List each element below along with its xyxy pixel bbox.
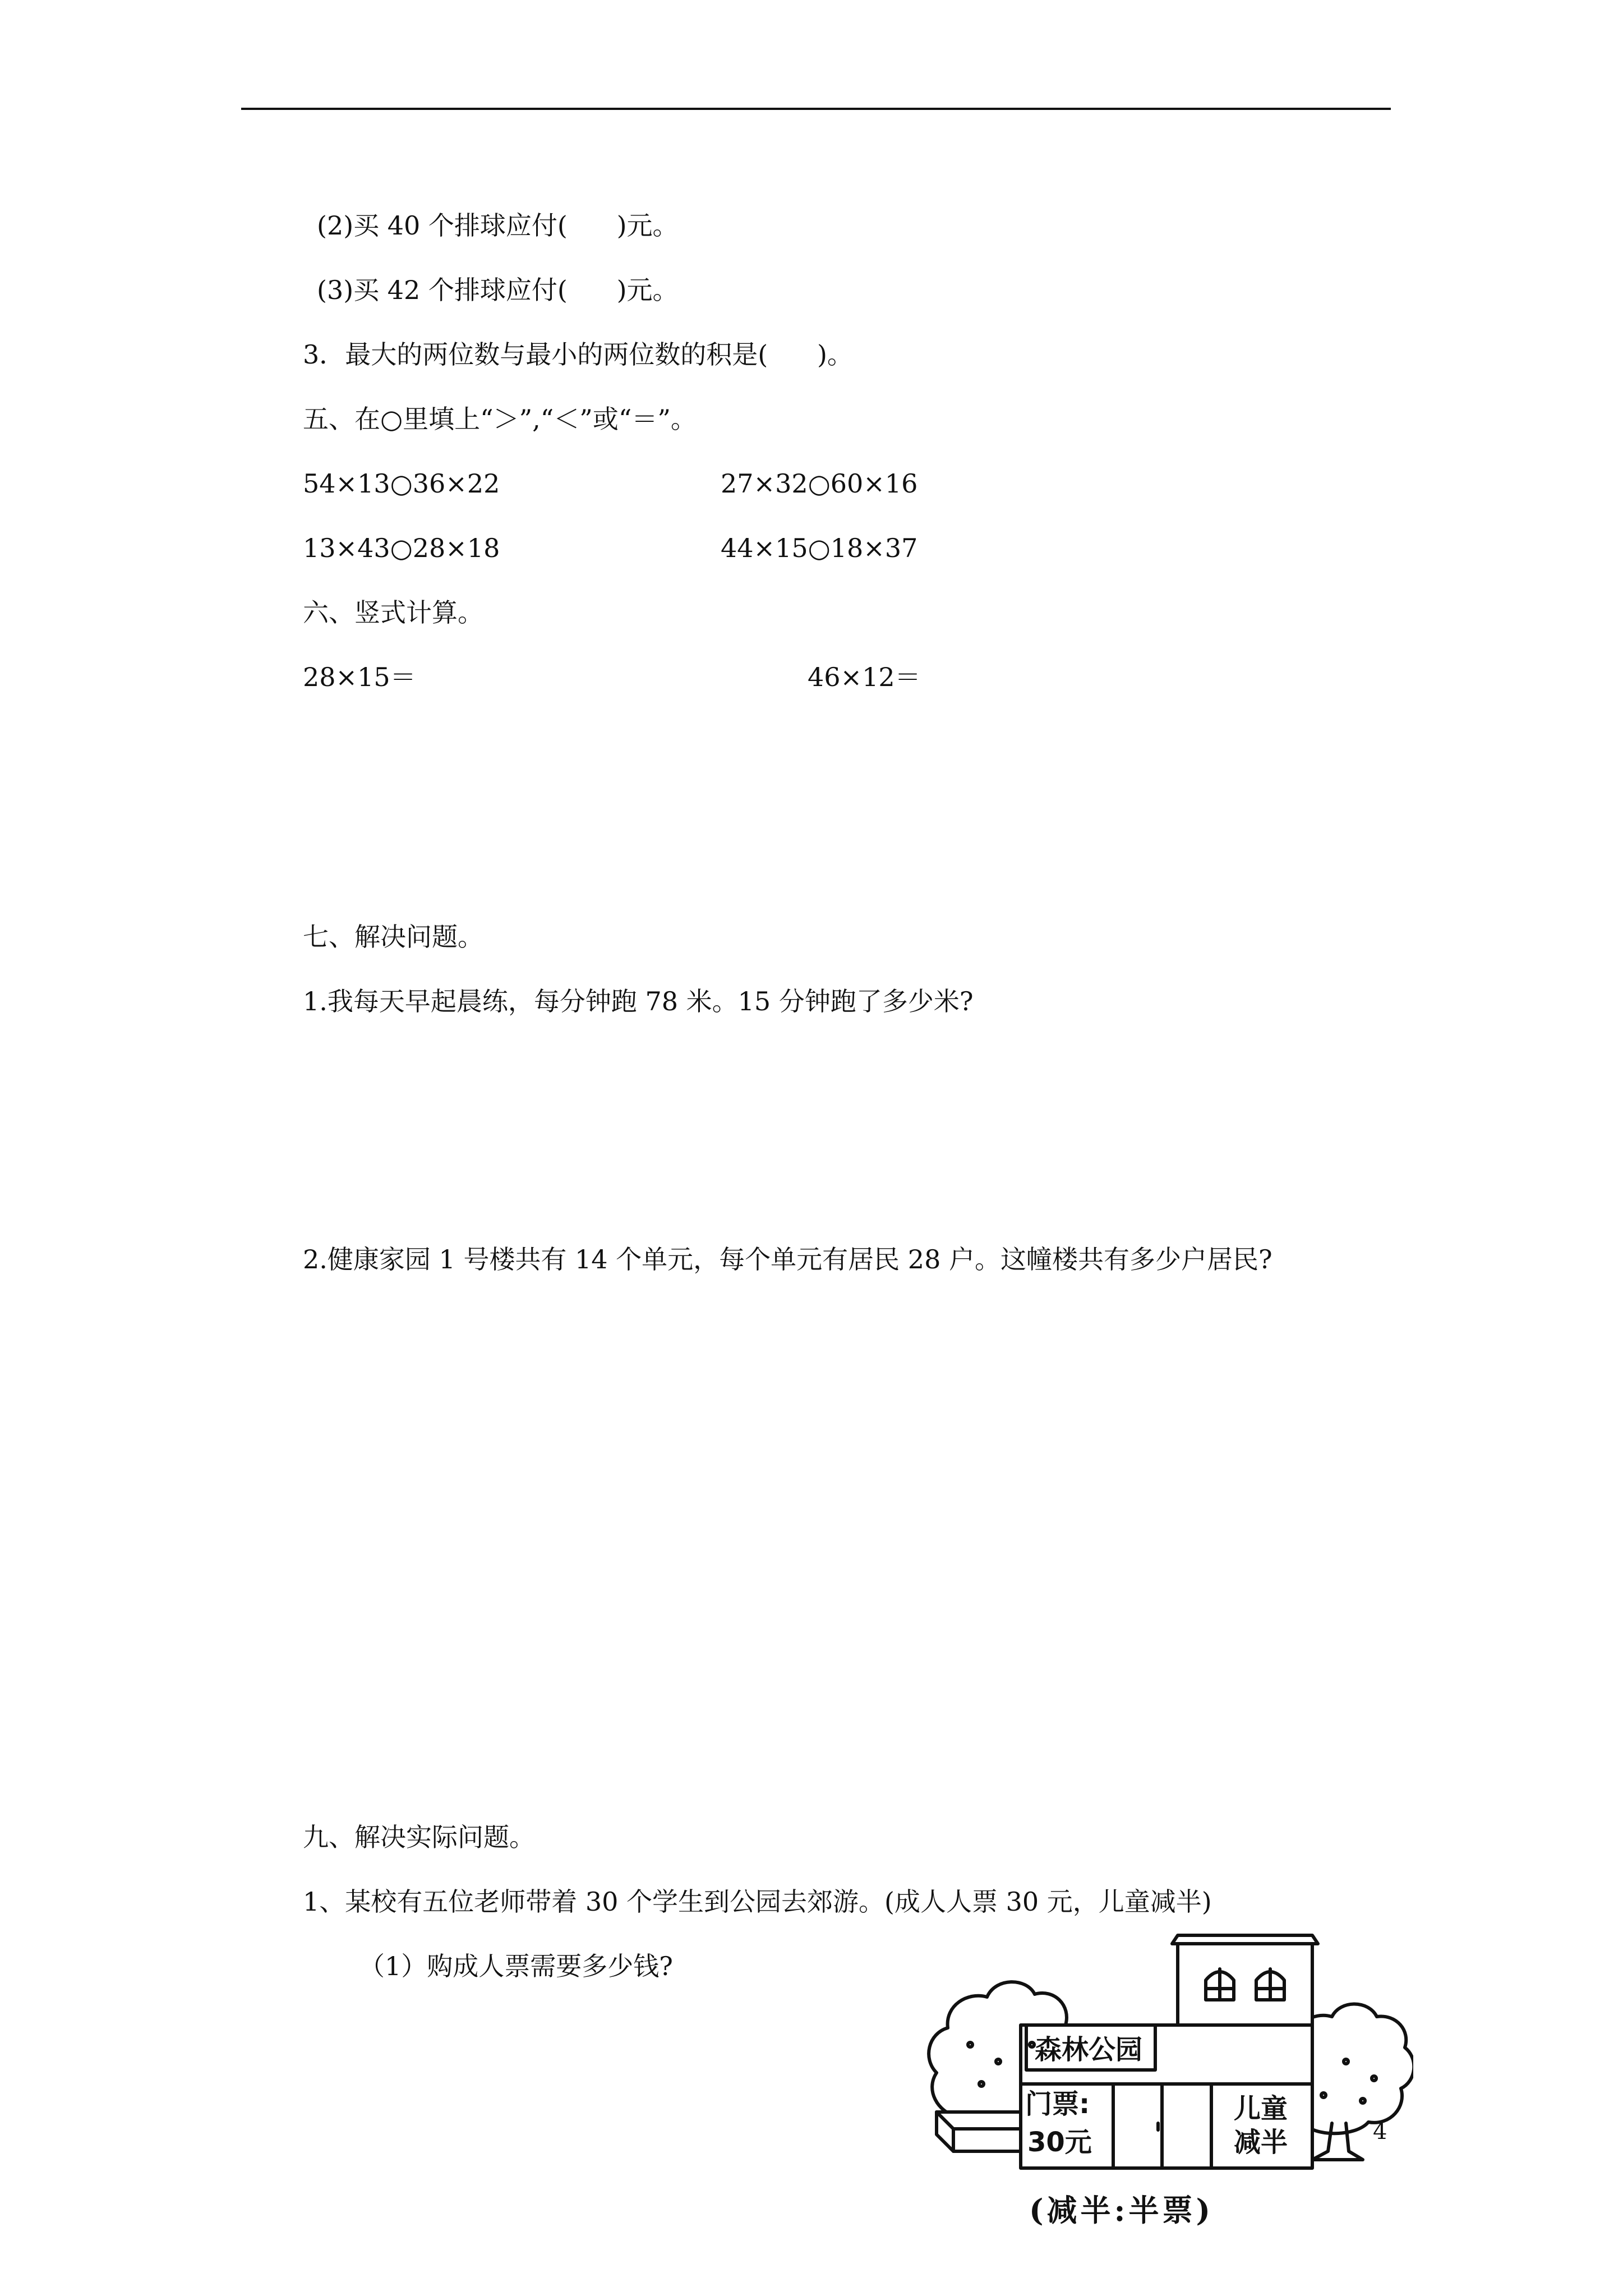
vertical-calc-1: 28×15＝: [303, 662, 416, 692]
page-number: 4: [1373, 2119, 1387, 2145]
header-rule: [241, 108, 1391, 110]
compare-item-2: 27×32○60×16: [721, 468, 918, 499]
section-6-heading: 六、竖式计算。: [303, 597, 483, 628]
vertical-calc-2: 46×12＝: [808, 662, 921, 692]
park-name-sign: 森林公园: [1035, 2034, 1143, 2065]
section-5-heading: 五、在○里填上“＞”,“＜”或“＝”。: [303, 404, 697, 434]
question-3: 3．最大的两位数与最小的两位数的积是( )。: [303, 339, 853, 370]
illustration-caption: (减半:半票): [1029, 2192, 1214, 2228]
section-9-heading: 九、解决实际问题。: [303, 1822, 535, 1852]
compare-item-3: 13×43○28×18: [303, 533, 500, 563]
problem-1: 1.我每天早起晨练，每分钟跑 78 米。15 分钟跑了多少米?: [303, 986, 974, 1016]
compare-item-1: 54×13○36×22: [303, 468, 500, 499]
child-discount-line-1: 儿童: [1234, 2093, 1288, 2124]
ticket-label: 门票:: [1025, 2088, 1090, 2120]
practical-problem-1: 1、某校有五位老师带着 30 个学生到公园去郊游。(成人人票 30 元，儿童减半): [303, 1887, 1212, 1917]
section-7-heading: 七、解决问题。: [303, 922, 483, 952]
compare-item-4: 44×15○18×37: [721, 533, 918, 563]
question-2-3: (3)买 42 个排球应付( )元。: [317, 275, 679, 305]
park-gate-illustration: [920, 1932, 1413, 2174]
practical-problem-1-part-1: （1）购成人票需要多少钱?: [359, 1951, 673, 1981]
ticket-price: 30元: [1027, 2127, 1092, 2158]
child-discount-line-2: 减半: [1234, 2127, 1288, 2158]
question-2-2: (2)买 40 个排球应付( )元。: [317, 210, 679, 241]
problem-2: 2.健康家园 1 号楼共有 14 个单元，每个单元有居民 28 户。这幢楼共有多少户居民?: [303, 1244, 1272, 1274]
